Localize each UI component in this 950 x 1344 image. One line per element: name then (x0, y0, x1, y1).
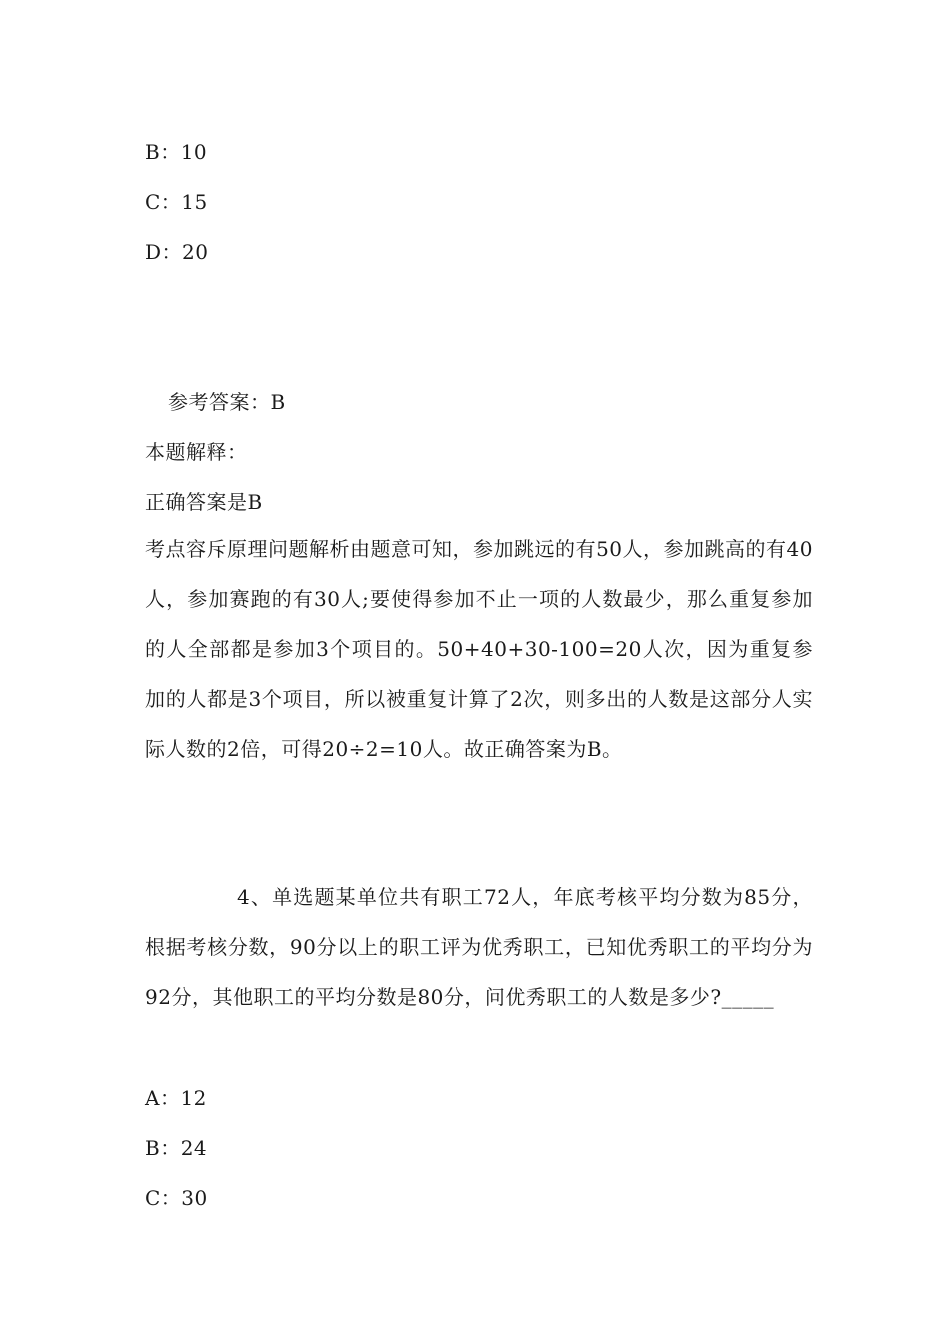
option-d: D：20 (145, 240, 209, 264)
explanation-heading: 本题解释： (145, 440, 248, 464)
option-c: C：15 (145, 190, 208, 214)
reference-answer: 参考答案：B (168, 390, 286, 414)
q4-option-c: C：30 (145, 1186, 208, 1210)
explanation-body: 考点容斥原理问题解析由题意可知，参加跳远的有50人，参加跳高的有40人，参加赛跑的有30人;要使得参加不止一项的人数最少，那么重复参加的人全部都是参加3个项目的。50+40+30-100=20人次，因为重复参加的人都是3个项目，所以被重复计算了2次，则多出的人数是这部分人实际人数的2倍，可得20÷2=10人。故正确答案为B。 (145, 537, 813, 761)
q4-option-b: B：24 (145, 1136, 208, 1160)
q4-option-a: A：12 (145, 1086, 207, 1110)
option-b: B：10 (145, 140, 208, 164)
question-4-stem: 4、单选题某单位共有职工72人，年底考核平均分数为85分，根据考核分数，90分以上的职工评为优秀职工，已知优秀职工的平均分为92分，其他职工的平均分数是80分，问优秀职工的人数是多少?_____ (145, 885, 813, 1009)
correct-answer-line: 正确答案是B (145, 490, 263, 514)
